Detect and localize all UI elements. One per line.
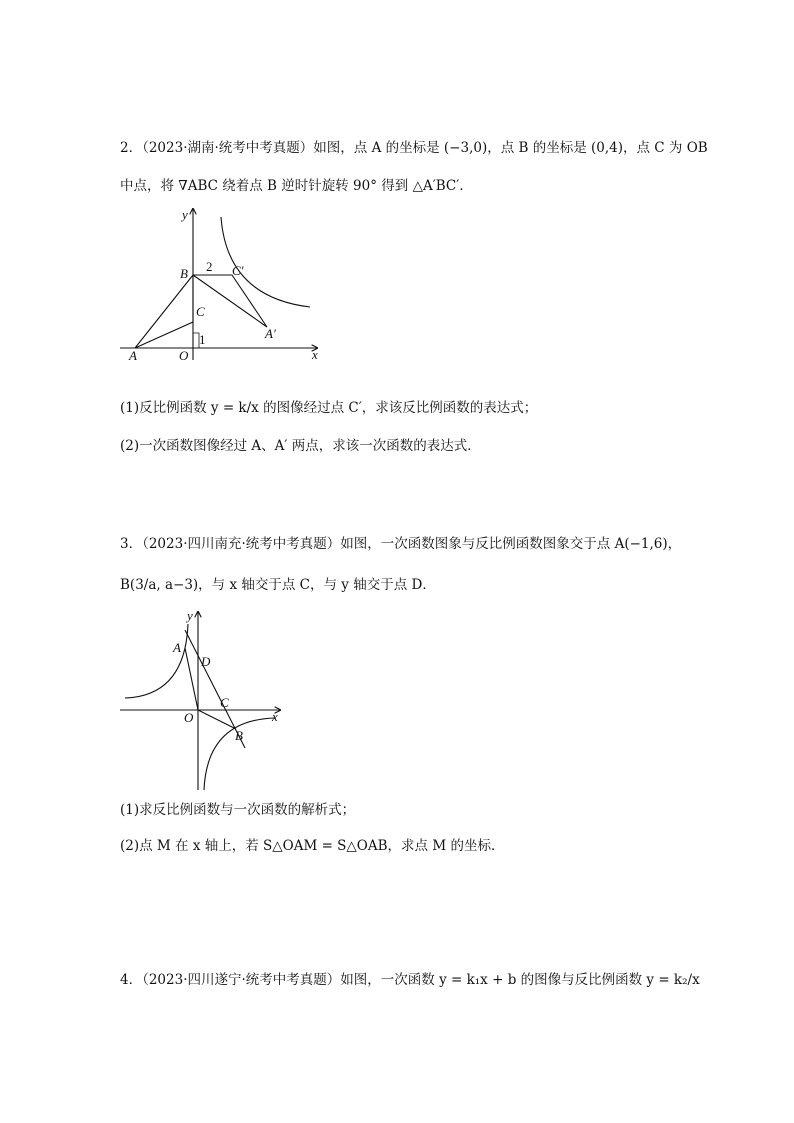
q2-sub-2: (2)一次函数图像经过 A、A′ 两点，求该一次函数的表达式． [120, 438, 481, 454]
q3-line-2: B(3/a, a−3)，与 x 轴交于点 C，与 y 轴交于点 D． [120, 577, 436, 593]
q2-label-C: C [196, 304, 205, 319]
q4-line-1: 4．（2023·四川遂宁·统考中考真题）如图，一次函数 y = k₁x + b 的图像与反比例函数 y = k₂/x [120, 972, 700, 988]
q3-sub-1: (1)求反比例函数与一次函数的解析式； [120, 802, 356, 818]
q2-label-y: y [182, 207, 188, 222]
q3-label-O: O [184, 710, 194, 725]
q2-label-x: x [312, 347, 318, 362]
q2-label-Ap: A′ [265, 326, 276, 341]
q2-hyperbola [221, 217, 310, 307]
q3-hyperbola-upper-left [125, 624, 188, 698]
q2-figure [115, 205, 335, 365]
q3-line-1: 3．（2023·四川南充·统考中考真题）如图，一次函数图象与反比例函数图象交于点 A(−1,6)， [120, 536, 682, 552]
q3-label-B: B [235, 728, 243, 743]
q3-label-D: D [201, 654, 211, 669]
q3-label-x: x [272, 709, 278, 724]
q2-line-2: 中点，将 ∇ABC 绕着点 B 逆时针旋转 90° 得到 △A′BC′． [120, 178, 473, 194]
q2-label-Cp: C′ [232, 263, 244, 278]
q2-label-1: 1 [199, 332, 206, 347]
q2-label-B: B [180, 266, 188, 281]
q2-triangle-ABC [135, 275, 193, 348]
q3-segment-OA [185, 648, 198, 710]
q3-label-y: y [187, 608, 193, 623]
q2-line-1: 2．（2023·湖南·统考中考真题）如图，点 A 的坐标是 (−3,0)，点 B 的坐标是 (0,4)，点 C 为 OB [120, 140, 708, 156]
q2-label-2: 2 [206, 259, 213, 274]
q3-label-C: C [220, 695, 229, 710]
q2-label-O: O [179, 348, 189, 363]
q2-label-A: A [129, 348, 137, 363]
q3-label-A: A [173, 640, 181, 655]
q3-figure [115, 608, 295, 793]
q2-triangle-ApBCp [193, 275, 267, 327]
q3-sub-2: (2)点 M 在 x 轴上，若 S△OAM = S△OAB，求点 M 的坐标． [120, 838, 505, 854]
q2-sub-1: (1)反比例函数 y = k/x 的图像经过点 C′，求该反比例函数的表达式； [120, 400, 538, 416]
